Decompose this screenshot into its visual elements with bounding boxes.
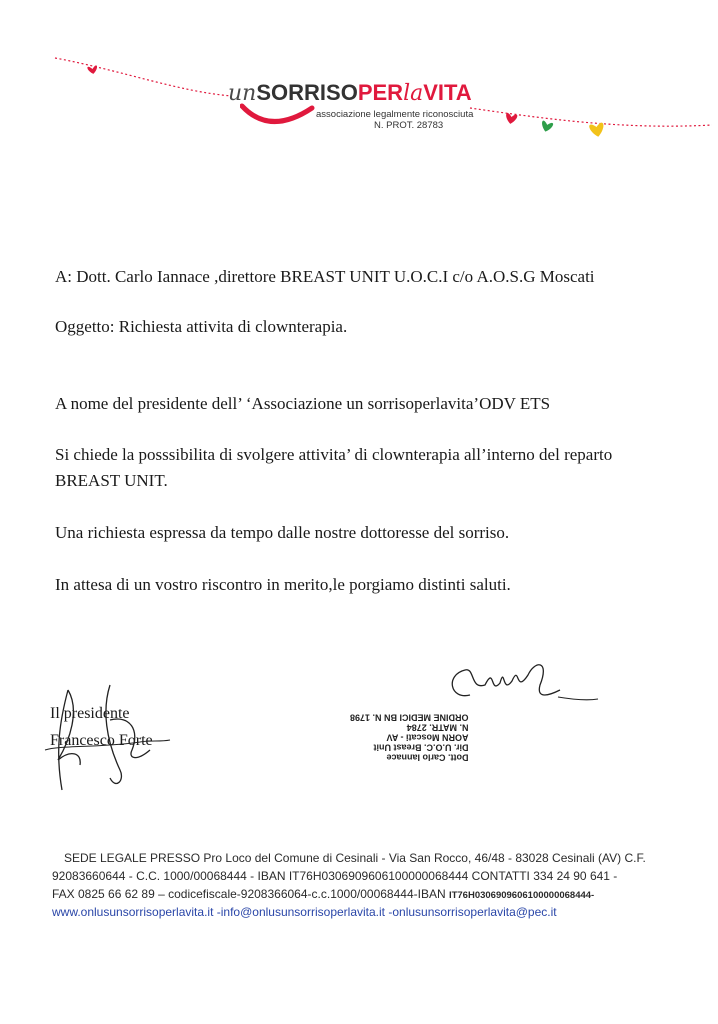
footer-line-3-text: FAX 0825 66 62 89 – codicefiscale-9208366064-c.c.1000/00068444-IBAN	[52, 887, 449, 901]
handwritten-signature-left	[40, 680, 180, 810]
signature-name: Francesco Forte	[50, 732, 153, 749]
footer-line-1: SEDE LEGALE PRESSO Pro Loco del Comune di Cesinali - Via San Rocco, 46/48 - 83028 Cesinali (AV) C.F.	[64, 851, 646, 865]
organization-logo	[228, 82, 488, 142]
pec-link[interactable]: -onlusunsorrisoperlavita@pec.it	[388, 905, 557, 919]
logo-la: la	[403, 81, 424, 106]
signature-title: Il presidente	[50, 705, 130, 722]
recipient-line: A: Dott. Carlo Iannace ,direttore BREAST UNIT U.O.C.I c/o A.O.S.G Moscati	[55, 267, 595, 286]
stamp-line-2: Dir. U.O.C. Breast Unit	[373, 742, 469, 753]
subject-line: Oggetto: Richiesta attivita di clownterapia.	[55, 317, 348, 336]
stamp-line-1: Dott. Carlo Iannace	[386, 752, 469, 763]
email-link[interactable]: -info@onlusunsorrisoperlavita.it	[216, 905, 386, 919]
paragraph-3: Una richiesta espressa da tempo dalle nostre dottoresse del sorriso.	[55, 523, 510, 542]
footer-iban: IT76H0306909606100000068444-	[448, 890, 595, 901]
logo-subtitle: associazione legalmente riconosciuta	[316, 109, 474, 120]
stamp-line-5: ORDINE MEDICI BN N. 1798	[350, 712, 469, 723]
stamp-line-3: AORN Moscati - AV	[386, 732, 469, 743]
logo-vita: VITA	[423, 80, 472, 105]
paragraph-2-line-2: BREAST UNIT.	[55, 471, 168, 490]
logo-per: PER	[357, 80, 404, 105]
website-link[interactable]: www.onlusunsorrisoperlavita.it	[52, 905, 214, 919]
smile-icon	[240, 102, 320, 132]
footer-line-2: 92083660644 - C.C. 1000/00068444 - IBAN IT76H0306909606100000068444 CONTATTI 334 24 90 641 -	[52, 869, 618, 883]
heart-icon	[589, 122, 605, 138]
footer-contacts	[52, 906, 557, 918]
heart-icon	[87, 65, 98, 75]
logo-protocol: N. PROT. 28783	[374, 120, 444, 131]
paragraph-4: In attesa di un vostro riscontro in merito,le porgiamo distinti saluti.	[55, 575, 511, 594]
heart-icon	[540, 120, 554, 133]
garland-string-left	[55, 58, 232, 96]
logo-sorriso: SORRISO	[256, 80, 358, 105]
logo-prefix: un	[228, 81, 257, 106]
paragraph-2-line-1: Si chiede la posssibilita di svolgere attivita’ di clownterapia all’interno del reparto	[55, 445, 613, 464]
garland-string-right	[470, 108, 712, 126]
paragraph-1: A nome del presidente dell’ ‘Associazione un sorrisoperlavita’ODV ETS	[55, 394, 551, 413]
heart-icon	[505, 113, 518, 125]
doctor-stamp	[350, 712, 469, 761]
handwritten-signature-right	[440, 655, 600, 715]
stamp-line-4: N. MATR. 2784	[406, 722, 469, 733]
footer-line-3	[52, 888, 594, 901]
